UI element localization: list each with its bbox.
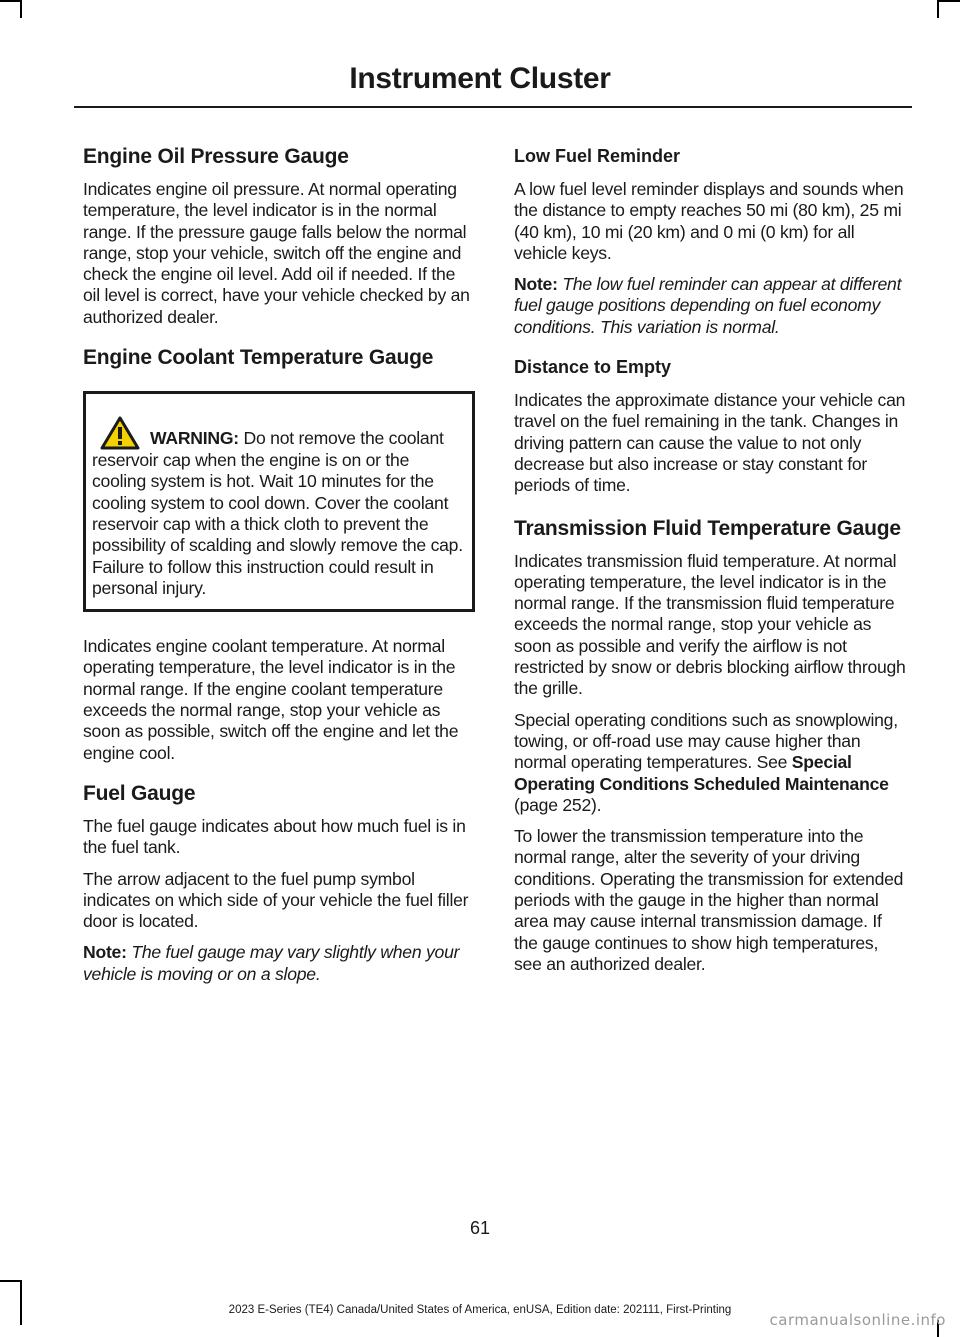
warning-text: Do not remove the coolant reservoir cap when the engine is on or the cooling system is hot. Wait 10 minutes for the cooling system to cool down. Cover the coolant reservoir cap with a thick cloth to prevent the possibility of scalding and slowly remove the cap. Failure to follow this instruction could result in personal injury. [92, 428, 463, 598]
coolant-text: Indicates engine coolant temperature. At normal operating temperature, the level indicator is in the normal range. If the engine coolant temperature exceeds the normal range, stop your vehicle as soon as possible, switch off the engine and let the engine cool. [83, 636, 459, 763]
oil-pressure-text: Indicates engine oil pressure. At normal operating temperature, the level indicator is in the normal range. If the pressure gauge falls below the normal range, stop your vehicle, switch off the engine and check the engine oil level. Add oil if needed. If the oil level is correct, have your vehicle checked by an authorized dealer. [83, 179, 470, 327]
coolant-heading: Engine Coolant Temperature Gauge [83, 346, 434, 370]
fuel-gauge-heading: Fuel Gauge [83, 781, 196, 805]
fuel-gauge-text-2: The arrow adjacent to the fuel pump symbol indicates on which side of your vehicle the fuel filler door is located. [83, 868, 469, 932]
crop-mark-top-right-h [939, 0, 960, 2]
transmission-text-2 [514, 710, 907, 816]
crop-mark-top-left [0, 0, 20, 2]
cross-reference-link[interactable]: Special Operating Conditions Scheduled Maintenance [514, 752, 889, 794]
crop-mark-bottom-left-h [0, 1280, 20, 1282]
header-divider [74, 106, 912, 108]
crop-mark-bottom-left [20, 1280, 22, 1325]
left-column [83, 145, 475, 995]
crop-mark-top-left-v [20, 0, 22, 18]
transmission-text-3: To lower the transmission temperature into the normal range, alter the severity of your driving conditions. Operating the transmission for extended periods with the gauge in the higher than normal area may cause internal transmission damage. If the gauge continues to show high temperatures, see an authorized dealer. [514, 826, 904, 974]
distance-to-empty-heading: Distance to Empty [514, 357, 672, 378]
warning-label: WARNING: [150, 428, 239, 449]
right-column [514, 145, 907, 985]
page-number: 61 [469, 1218, 491, 1238]
low-fuel-text: A low fuel level reminder displays and sounds when the distance to empty reaches 50 mi (80 km), 25 mi (40 km), 10 mi (20 km) and 0 mi (0 km) for all vehicle keys. [514, 179, 904, 263]
watermark: carmanualsonline.info [769, 1311, 946, 1329]
warning-paragraph [92, 416, 466, 599]
fuel-gauge-text-1: The fuel gauge indicates about how much fuel is in the fuel tank. [83, 815, 466, 858]
transmission-text-2-end: (page 252). [514, 794, 602, 815]
distance-to-empty-text: Indicates the approximate distance your vehicle can travel on the fuel remaining in the tank. Changes in driving pattern can cause the value to not only decrease but also increase or stay constant for periods of time. [514, 390, 906, 496]
oil-pressure-heading: Engine Oil Pressure Gauge [83, 145, 349, 168]
transmission-text-2-start: Special operating conditions such as snowplowing, towing, or off-road use may cause higher than normal operating temperatures. See [514, 709, 898, 773]
note-text: The low fuel reminder can appear at different fuel gauge positions depending on fuel economy conditions. This variation is normal. [514, 274, 902, 337]
fuel-gauge-note [83, 942, 475, 985]
transmission-heading: Transmission Fluid Temperature Gauge [514, 516, 901, 540]
note-label: Note: [83, 942, 127, 963]
edition-footer: 2023 E-Series (TE4) Canada/United States of America, enUSA, Edition date: 202111, First-Printing [228, 1304, 732, 1316]
note-text: The fuel gauge may vary slightly when your vehicle is moving or on a slope. [83, 942, 460, 984]
low-fuel-note [514, 274, 907, 338]
low-fuel-heading: Low Fuel Reminder [514, 146, 681, 166]
transmission-text-1: Indicates transmission fluid temperature. At normal operating temperature, the level indicator is in the normal range. If the transmission fluid temperature exceeds the normal range, stop your vehicle as soon as possible and verify the airflow is not restricted by snow or debris blocking airflow through the grille. [514, 550, 906, 699]
crop-mark-top-right [937, 0, 939, 18]
note-label: Note: [514, 274, 558, 295]
warning-triangle-icon [100, 416, 140, 450]
warning-box [83, 391, 475, 612]
page-title: Instrument Cluster [349, 62, 611, 95]
